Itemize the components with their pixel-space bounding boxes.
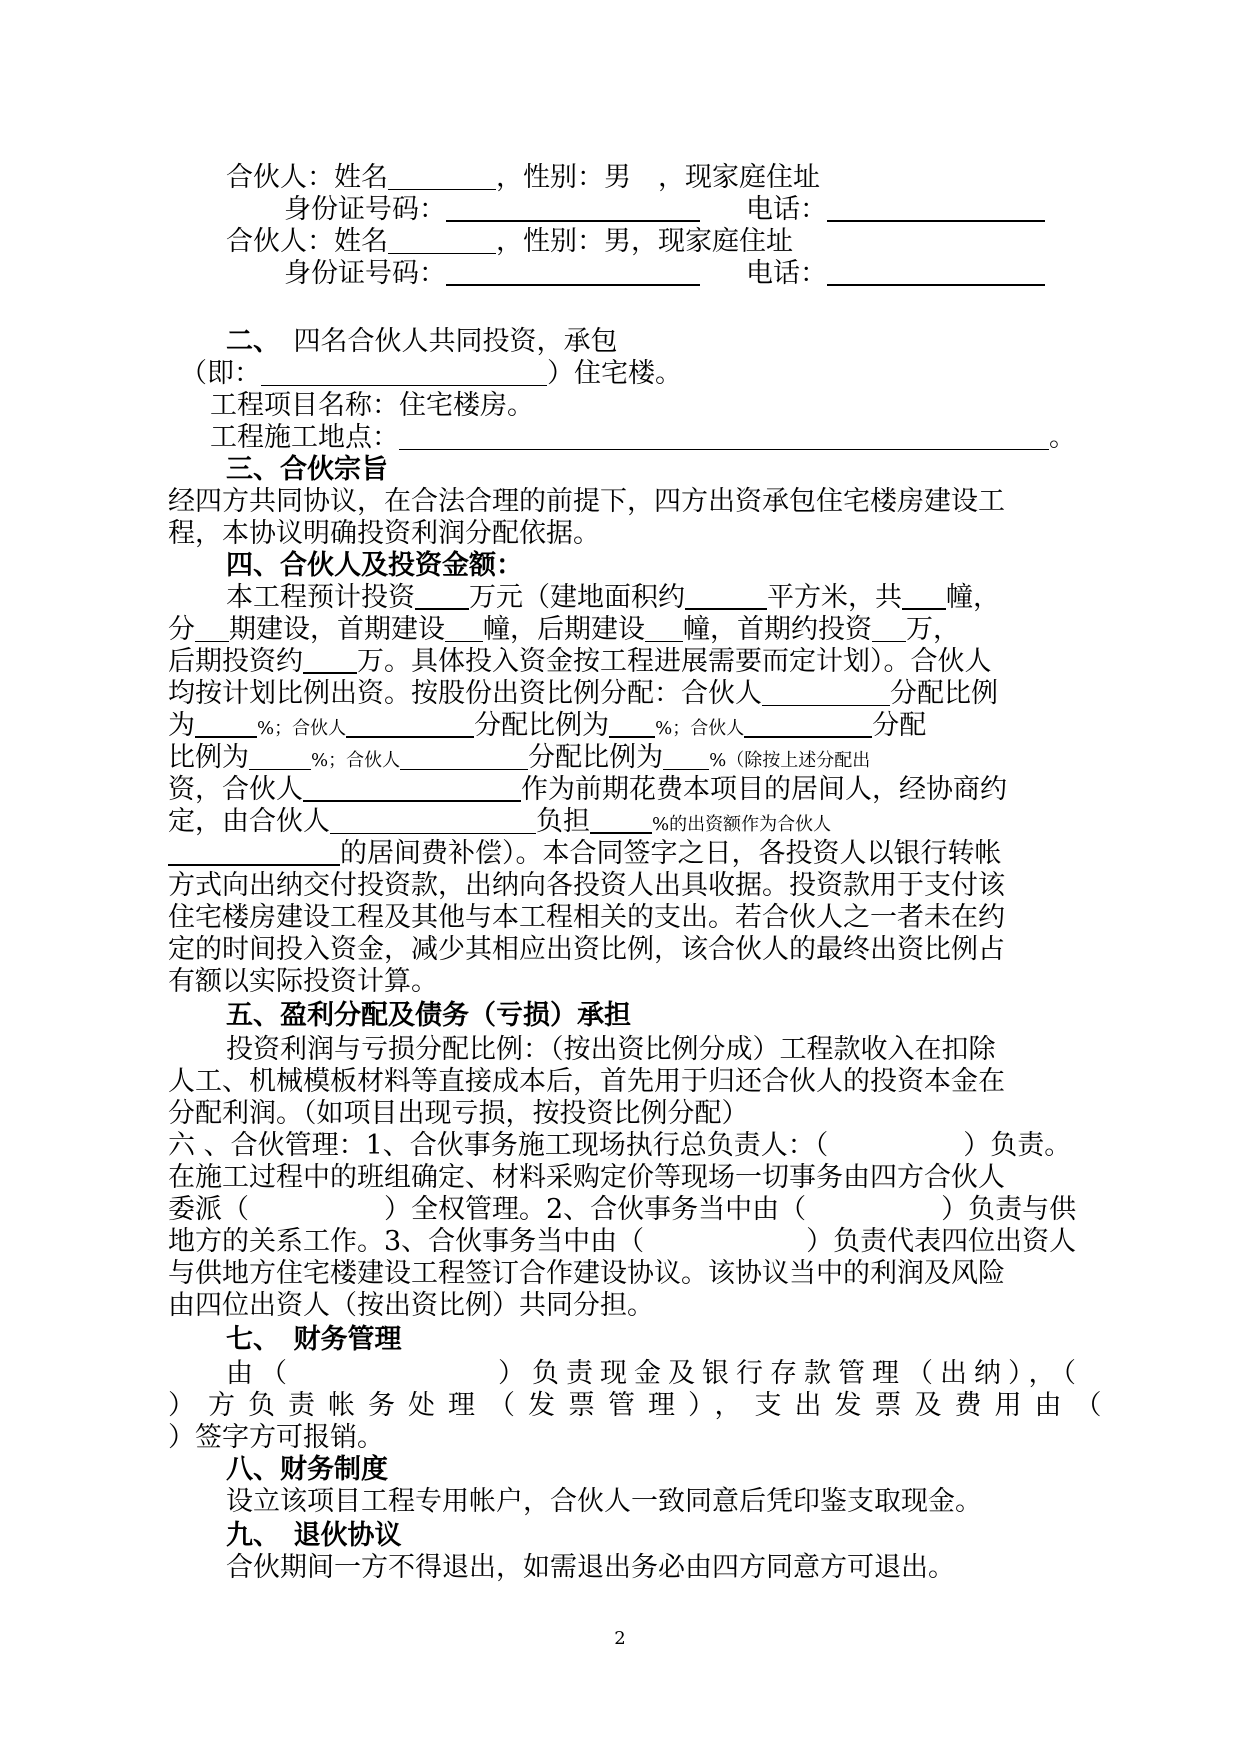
text: 定，由合伙人 [168, 806, 330, 837]
section-2-title [226, 326, 1240, 358]
blank[interactable] [762, 681, 890, 706]
blank[interactable] [303, 776, 521, 802]
section-4-line-h [168, 806, 1240, 841]
section-5-line-3: 分配利润。（如项目出现亏损，按投资比例分配） [168, 1098, 749, 1129]
section-6-line-2: 在施工过程中的班组确定、材料采购定价等现场一切事务由四方合伙人 [168, 1162, 1005, 1193]
partner-1-id-line [284, 194, 1240, 226]
name-blank[interactable] [388, 165, 496, 190]
text: （即： [180, 358, 261, 389]
section-2-line-2 [180, 358, 1240, 390]
section-5-heading: 五、盈利分配及债务（亏损）承担 [226, 1000, 631, 1031]
project-name-line: 工程项目名称：住宅楼房。 [210, 390, 534, 421]
section-3-heading: 三、合伙宗旨 [226, 454, 388, 485]
blank[interactable] [609, 712, 655, 738]
text: 本工程预计投资 [226, 582, 415, 613]
phone-blank[interactable] [827, 196, 1045, 222]
text: 万。具体投入资金按工程进展需要而定计划）。合伙人 [357, 646, 992, 677]
section-4-line-a [226, 582, 1240, 614]
text: 。 [1049, 422, 1076, 453]
section-5-line-1: 投资利润与亏损分配比例：（按出资比例分成）工程款收入在扣除 [226, 1034, 996, 1065]
text: %；合伙人 [311, 750, 401, 771]
section-7-line-2: ）方负责帐务处理（发票管理），支出发票及费用由（ [168, 1390, 1115, 1421]
partner-name-label: 合伙人：姓名 [226, 162, 388, 193]
partner-1-line [226, 162, 1240, 194]
phone-label: 电话： [746, 194, 827, 225]
text: 幢，首期约投资 [683, 614, 872, 645]
blank[interactable] [744, 712, 872, 738]
phone-blank[interactable] [827, 260, 1045, 286]
text: 万元（建地面积约 [469, 582, 685, 613]
blank[interactable] [330, 809, 536, 834]
text: %；合伙人 [257, 718, 347, 739]
blank[interactable] [872, 617, 906, 642]
blank[interactable] [195, 617, 229, 642]
project-blank[interactable] [261, 361, 547, 386]
section-7-line-3: ）签字方可报销。 [168, 1422, 384, 1453]
blank[interactable] [445, 617, 483, 642]
text: 分 [168, 614, 195, 645]
blank[interactable] [195, 712, 257, 738]
partner-2-line [226, 226, 1240, 258]
section-3-line-1: 经四方共同协议，在合法合理的前提下，四方出资承包住宅楼房建设工 [168, 486, 1005, 517]
blank[interactable] [590, 808, 652, 834]
text: ）住宅楼。 [547, 358, 682, 389]
text: 的居间费补偿）。本合同签字之日，各投资人以银行转帐 [340, 838, 1002, 869]
text: 万， [906, 614, 960, 645]
text: 工程施工地点： [210, 422, 399, 453]
section-6-line-6: 由四位出资人（按出资比例）共同分担。 [168, 1290, 654, 1321]
blank[interactable] [400, 745, 528, 770]
text: %（除按上述分配出 [709, 750, 871, 771]
text: 分配 [872, 710, 927, 741]
section-4-line-k: 住宅楼房建设工程及其他与本工程相关的支出。若合伙人之一者未在约 [168, 902, 1005, 933]
section-4-line-i [168, 838, 1240, 870]
section-7-heading: 七、 财务管理 [226, 1324, 402, 1355]
section-4-line-d [168, 678, 1240, 710]
text: 幢， [946, 582, 1000, 613]
section-4-line-e [168, 710, 1240, 745]
text: 资，合伙人 [168, 774, 303, 805]
text: 为 [168, 710, 195, 741]
text: 均按计划比例出资。按股份出资比例分配：合伙人 [168, 678, 762, 709]
partner-2-id-line [284, 258, 1240, 290]
partner-name-label: 合伙人：姓名 [226, 226, 388, 257]
id-label: 身份证号码： [284, 194, 446, 225]
name-blank[interactable] [388, 229, 496, 254]
page-number: 2 [614, 1628, 626, 1649]
section-8-heading: 八、财务制度 [226, 1454, 388, 1485]
text: %的出资额作为合伙人 [652, 814, 832, 835]
section-5-line-2: 人工、机械模板材料等直接成本后，首先用于归还合伙人的投资本金在 [168, 1066, 1005, 1097]
id-label: 身份证号码： [284, 258, 446, 289]
text: 作为前期花费本项目的居间人，经协商约 [521, 774, 1007, 805]
blank[interactable] [663, 745, 709, 770]
section-9-line-1: 合伙期间一方不得退出，如需退出务必由四方同意方可退出。 [226, 1552, 955, 1583]
section-2-heading: 二、 [226, 326, 267, 357]
blank[interactable] [303, 648, 357, 674]
section-4-line-f [168, 742, 1240, 777]
section-4-heading: 四、合伙人及投资金额： [226, 550, 523, 581]
section-3-line-2: 程，本协议明确投资利润分配依据。 [168, 518, 600, 549]
section-6-line-5: 与供地方住宅楼建设工程签订合作建设协议。该协议当中的利润及风险 [168, 1258, 1005, 1289]
id-blank[interactable] [446, 196, 700, 222]
section-6-line-3: 委派（ ）全权管理。2、合伙事务当中由（ ）负责与供 [168, 1194, 1077, 1225]
blank[interactable] [645, 617, 683, 642]
section-6-line-4: 地方的关系工作。3、合伙事务当中由（ ）负责代表四位出资人 [168, 1226, 1077, 1257]
blank[interactable] [685, 584, 767, 610]
section-4-line-g [168, 774, 1240, 806]
id-blank[interactable] [446, 260, 700, 286]
blank[interactable] [415, 584, 469, 610]
section-7-line-1: 由（ ）负责现金及银行存款管理（出纳），（ [226, 1358, 1083, 1389]
blank[interactable] [902, 584, 946, 610]
text: 比例为 [168, 742, 249, 773]
text: 期建设，首期建设 [229, 614, 445, 645]
text: 幢，后期建设 [483, 614, 645, 645]
section-6-line-1: 六 、合伙管理：1、合伙事务施工现场执行总负责人：（ ）负责。 [168, 1130, 1072, 1161]
section-8-line-1: 设立该项目工程专用帐户，合伙人一致同意后凭印鉴支取现金。 [226, 1486, 982, 1517]
section-4-line-m: 有额以实际投资计算。 [168, 966, 438, 997]
text: 分配比例为 [528, 742, 664, 773]
project-site-line [210, 422, 1240, 454]
text: 平方米，共 [767, 582, 902, 613]
blank[interactable] [249, 745, 311, 770]
section-4-line-b [168, 614, 1240, 646]
text: %；合伙人 [655, 718, 745, 739]
section-9-heading: 九、 退伙协议 [226, 1520, 402, 1551]
section-4-line-j: 方式向出纳交付投资款，出纳向各投资人出具收据。投资款用于支付该 [168, 870, 1005, 901]
section-4-line-l: 定的时间投入资金，减少其相应出资比例，该合伙人的最终出资比例占 [168, 934, 1005, 965]
text: 后期投资约 [168, 646, 303, 677]
site-blank[interactable] [399, 425, 1049, 450]
section-4-line-c [168, 646, 1240, 678]
partner-info-label: ，性别：男 ，现家庭住址 [496, 162, 820, 193]
partner-info-label: ，性别：男，现家庭住址 [496, 226, 793, 257]
phone-label: 电话： [746, 258, 827, 289]
text: 分配比例 [890, 678, 998, 709]
blank[interactable] [346, 712, 474, 738]
text: 分配比例为 [474, 710, 610, 741]
blank[interactable] [168, 840, 340, 866]
section-2-text: 四名合伙人共同投资，承包 [293, 326, 618, 357]
text: 负担 [536, 806, 590, 837]
